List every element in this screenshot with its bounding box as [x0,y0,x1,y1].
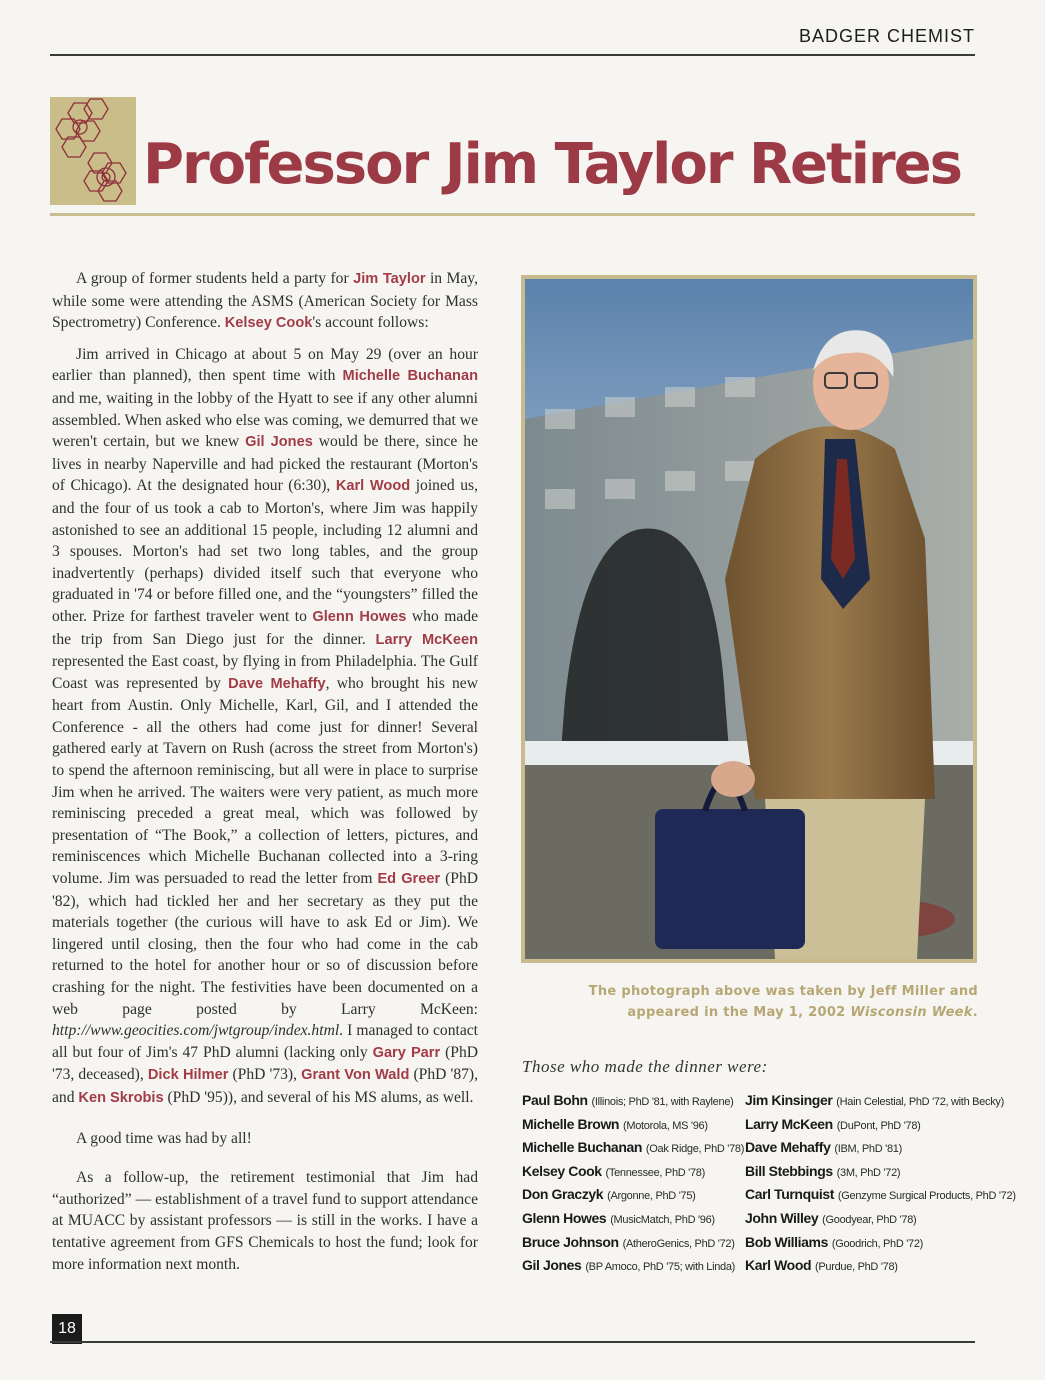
attendee-affiliation: (Genzyme Surgical Products, PhD '72) [837,1190,1016,1203]
person-name: Jim Taylor [353,271,426,287]
article-text: (PhD '73, deceased), [52,1043,479,1084]
article-text: represented the East coast, by flying in from Philadelphia. The Gulf Coast was represented by [52,653,478,692]
attendee-affiliation: (Purdue, PhD '78) [815,1261,898,1274]
attendee-name: Dave Mehaffy [745,1139,831,1156]
caption-publication: Wisconsin Week [850,1005,973,1020]
attendee-affiliation: (BP Amoco, PhD '75; with Linda) [585,1261,736,1274]
page-number: 18 [52,1314,82,1344]
article-text: who made the trip from San Diego just for the dinner. [52,607,478,648]
attendee-name: Larry McKeen [745,1115,833,1132]
article-text: (PhD '73), [228,1066,302,1084]
dinner-heading: Those who made the dinner were: [522,1057,768,1076]
attendee-item [522,1161,744,1185]
article-paragraph [52,1128,478,1150]
attendee-item [522,1255,744,1279]
attendee-name: John Willey [745,1209,819,1226]
article-text: Jim arrived in Chicago at about 5 on May 29 (over an hour earlier than planned), then spent time with [52,345,478,385]
attendee-item [745,1232,1016,1256]
attendee-item [745,1255,1016,1279]
attendee-item [522,1114,744,1138]
photo-frame [521,275,977,963]
attendee-name: Bill Stebbings [745,1162,833,1179]
attendee-name: Gil Jones [522,1257,582,1274]
attendee-affiliation: (Illinois; PhD '81, with Raylene) [591,1096,734,1108]
attendee-name: Bob Williams [745,1233,828,1250]
attendee-name: Carl Turnquist [745,1186,835,1203]
masthead: BADGER CHEMIST [798,26,975,46]
header-rule [50,54,975,56]
person-name: Ed Greer [377,871,441,888]
attendee-name: Don Graczyk [522,1186,604,1203]
article-text: (PhD '95)), and several of his MS alums, as well. [163,1088,474,1106]
person-name: Dave Mehaffy [228,675,326,692]
article-text: . I managed to contact all but four of Jim's 47 PhD alumni (lacking only [52,1022,478,1061]
attendee-affiliation: (DuPont, PhD '78) [836,1119,921,1132]
attendee-item [745,1208,1016,1232]
article-text: joined us, and the four of us took a cab to Morton's, where Jim was happily astonished to see an additional 15 people, including 12 alumni and 3 spouses. Morton's had set two long tables, and the group inadvertently (perhaps) divided itself such that everyone who graduated in '74 or before filled one, and the “youngsters” filled the other. Prize for farthest traveler went to [52,477,478,625]
attendee-item [522,1208,744,1232]
article-text: and me, waiting in the lobby of the Hyatt to see if any other alumni assembled. When asked who else was coming, we demurred that we weren't certain, but we knew [52,389,478,451]
person-name: Kelsey Cook [224,315,313,332]
attendee-item [522,1232,744,1256]
title-rule [50,213,975,216]
article-text: , who brought his new heart from Austin. Only Michelle, Karl, Gil, and I attended the Conference - all the others had come just for dinner! Several gathered early at Tavern on Rush (across the street from Morton's) to spend the afternoon reminiscing, but all were in place to surprise Jim when he arrived. The waiters were very patient, as much more reminiscing preceded a great meal, which was followed by presentation of “The Book,” a collection of letters, pictures, and reminiscences which Michelle Buchanan collected into a 3-ring volume. Jim was persuaded to read the letter from [52,674,478,888]
attendee-affiliation: (AtheroGenics, PhD '72) [622,1237,735,1250]
person-name: Glenn Howes [312,608,407,625]
person-name: Dick Hilmer [147,1067,229,1084]
article-text: (PhD '82), which had tickled her and her secretary as they put the materials together (the curious will have to ask Ed or Jim). We lingered until closing, then the four who had come in the cab returned to the hotel for another hour or so of discussion before crashing for the night. The festivities have been documented on a web page posted by Larry McKeen: [52,870,478,1018]
attendee-name: Bruce Johnson [522,1233,619,1250]
attendee-affiliation: (Argonne, PhD '75) [607,1190,696,1203]
molecule-logo-icon [50,97,136,205]
article-paragraph [52,1167,478,1275]
article-text: As a follow-up, the retirement testimonial that Jim had “authorized” — establishment of a travel fund to support attendance at MUACC by assistant professors — is still in the works. I have a tentative agreement from GFS Chemicals to host the fund; look for more information next month. [52,1169,478,1273]
article-paragraph [52,344,478,1110]
person-name: Karl Wood [335,478,411,495]
web-link[interactable]: http://www.geocities.com/jwtgroup/index.html [52,1022,340,1040]
attendee-name: Paul Bohn [522,1092,588,1108]
article-text: A group of former students held a party for [76,270,354,287]
article-text: A good time was had by all! [76,1129,252,1147]
attendee-affiliation: (Oak Ridge, PhD '78) [645,1143,745,1156]
article-text: (PhD '87), and [52,1066,478,1106]
attendee-affiliation: (Goodyear, PhD '78) [822,1213,917,1226]
attendee-list-left [522,1090,744,1279]
attendee-list-right [745,1090,1016,1279]
attendee-item [745,1114,1016,1138]
article-paragraph [52,268,478,335]
attendee-affiliation: (MusicMatch, PhD '96) [610,1213,715,1226]
footer-rule [50,1341,975,1343]
attendee-item [522,1137,744,1161]
attendee-affiliation: (Motorola, MS '96) [622,1119,708,1132]
attendee-affiliation: (IBM, PhD '81) [834,1143,902,1156]
attendee-affiliation: (Goodrich, PhD '72) [831,1237,924,1250]
article-text: would be there, since he lives in nearby Naperville and had picked the restaurant (Morton's of Chicago). At the designated hour (6:30), [52,433,478,495]
attendee-name: Glenn Howes [522,1209,607,1226]
attendee-item [522,1184,744,1208]
person-name: Larry McKeen [375,631,478,648]
attendee-name: Karl Wood [745,1257,812,1274]
person-name: Grant Von Wald [301,1067,410,1084]
attendee-item [745,1184,1016,1208]
article-text: in May, while some were attending the ASMS (American Society for Mass Spectrometry) Conference. [52,270,478,332]
person-name: Ken Skrobis [78,1089,164,1106]
attendee-item [745,1137,1016,1161]
attendee-item [745,1161,1016,1185]
person-name: Gary Parr [372,1044,441,1061]
attendee-name: Michelle Buchanan [522,1139,643,1156]
attendee-name: Jim Kinsinger [745,1092,833,1108]
photo-jim-taylor [525,279,973,959]
attendee-name: Michelle Brown [522,1115,620,1132]
attendee-item [745,1090,1016,1114]
person-name: Gil Jones [245,434,313,451]
photo-caption: The photograph above was taken by Jeff Miller and appeared in the May 1, 2002 Wisconsin Week. [588,984,978,1020]
person-name: Michelle Buchanan [342,368,479,385]
attendee-affiliation: (3M, PhD '72) [836,1166,901,1179]
attendee-affiliation: (Tennessee, PhD '78) [605,1166,705,1179]
attendee-name: Kelsey Cook [522,1162,602,1179]
attendee-item [522,1090,744,1114]
article-body [52,268,478,1284]
article-title: Professor Jim Taylor Retires [143,132,961,197]
attendee-affiliation: (Hain Celestial, PhD '72, with Becky) [836,1096,1004,1108]
article-text: 's account follows: [312,314,429,332]
